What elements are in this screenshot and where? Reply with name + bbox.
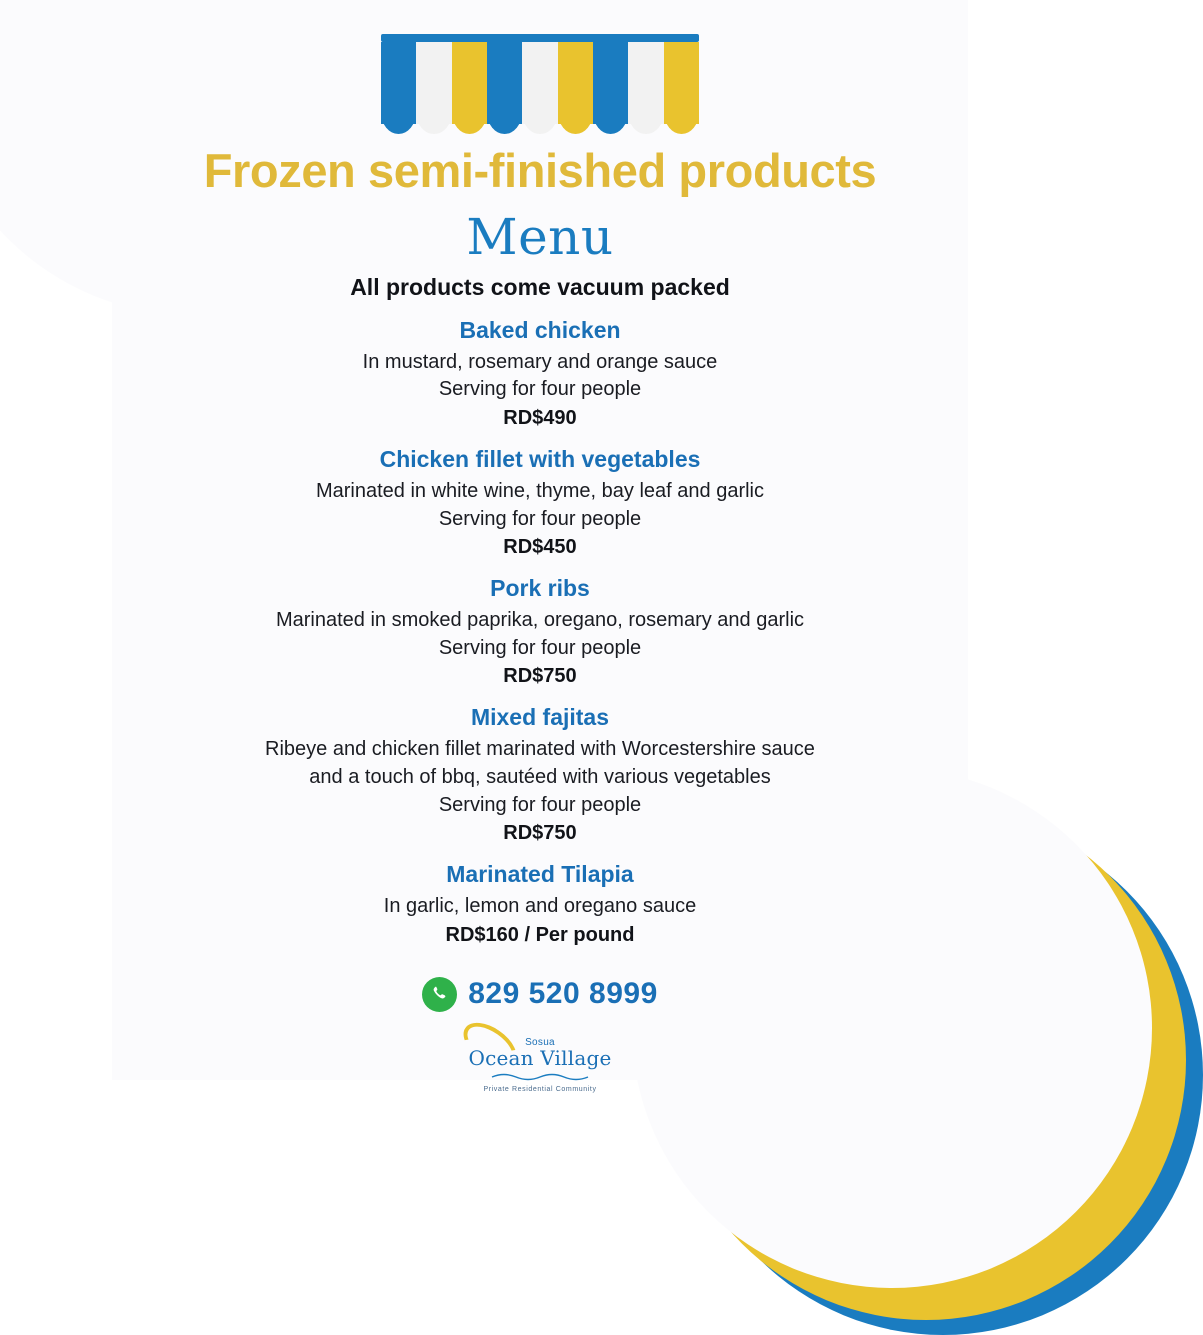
menu-item-description: Marinated in white wine, thyme, bay leaf and garlic <box>315 480 764 502</box>
menu-item-description: Marinated in smoked paprika, oregano, rosemary and garlic <box>275 609 805 632</box>
menu-item-description: In garlic, lemon and oregano sauce <box>383 895 697 918</box>
menu-item-price: RD$750 <box>503 665 577 688</box>
menu-item-serving: Serving for four people <box>438 793 642 816</box>
menu-item <box>112 575 968 688</box>
menu-item-name: Mixed fajitas <box>470 704 610 731</box>
menu-item-price: RD$160 / Per pound <box>445 923 635 946</box>
menu-item-name: Pork ribs <box>490 575 590 602</box>
menu-item-price: RD$490 <box>503 407 577 429</box>
whatsapp-icon <box>422 977 457 1012</box>
menu-item-name: Baked chicken <box>459 316 621 343</box>
logo-wave-icon <box>492 1072 588 1080</box>
menu-item <box>112 446 968 559</box>
logo-name: Ocean Village <box>468 1045 612 1070</box>
menu-card <box>112 0 968 1093</box>
menu-item-serving: Serving for four people <box>438 378 642 401</box>
menu-content <box>112 0 968 1093</box>
menu-item-serving: Serving for four people <box>438 636 642 659</box>
menu-item-name: Chicken fillet with vegetables <box>379 446 701 472</box>
menu-item <box>112 704 968 845</box>
page-title: Frozen semi-finished products <box>203 144 877 197</box>
phone-number: 829 520 8999 <box>468 977 658 1011</box>
menu-heading: Menu <box>466 207 614 266</box>
menu-item-serving: Serving for four people <box>438 507 642 530</box>
menu-item <box>112 861 968 947</box>
menu-item <box>112 317 968 430</box>
menu-item-name: Marinated Tilapia <box>446 861 634 888</box>
logo <box>112 1032 968 1093</box>
menu-item-description: Ribeye and chicken fillet marinated with Worcestershire sauce <box>265 738 815 761</box>
menu-item-price: RD$450 <box>503 536 577 559</box>
menu-item-description-2: and a touch of bbq, sautéed with various vegetables <box>309 765 771 788</box>
menu-item-description: In mustard, rosemary and orange sauce <box>362 350 718 373</box>
logo-top-text: Sosua <box>525 1036 555 1048</box>
logo-inner <box>468 1032 611 1093</box>
contact-phone[interactable] <box>112 977 968 1012</box>
logo-tagline: Private Residential Community <box>483 1085 597 1093</box>
menu-subtitle: All products come vacuum packed <box>350 273 730 300</box>
menu-item-price: RD$750 <box>503 822 577 845</box>
